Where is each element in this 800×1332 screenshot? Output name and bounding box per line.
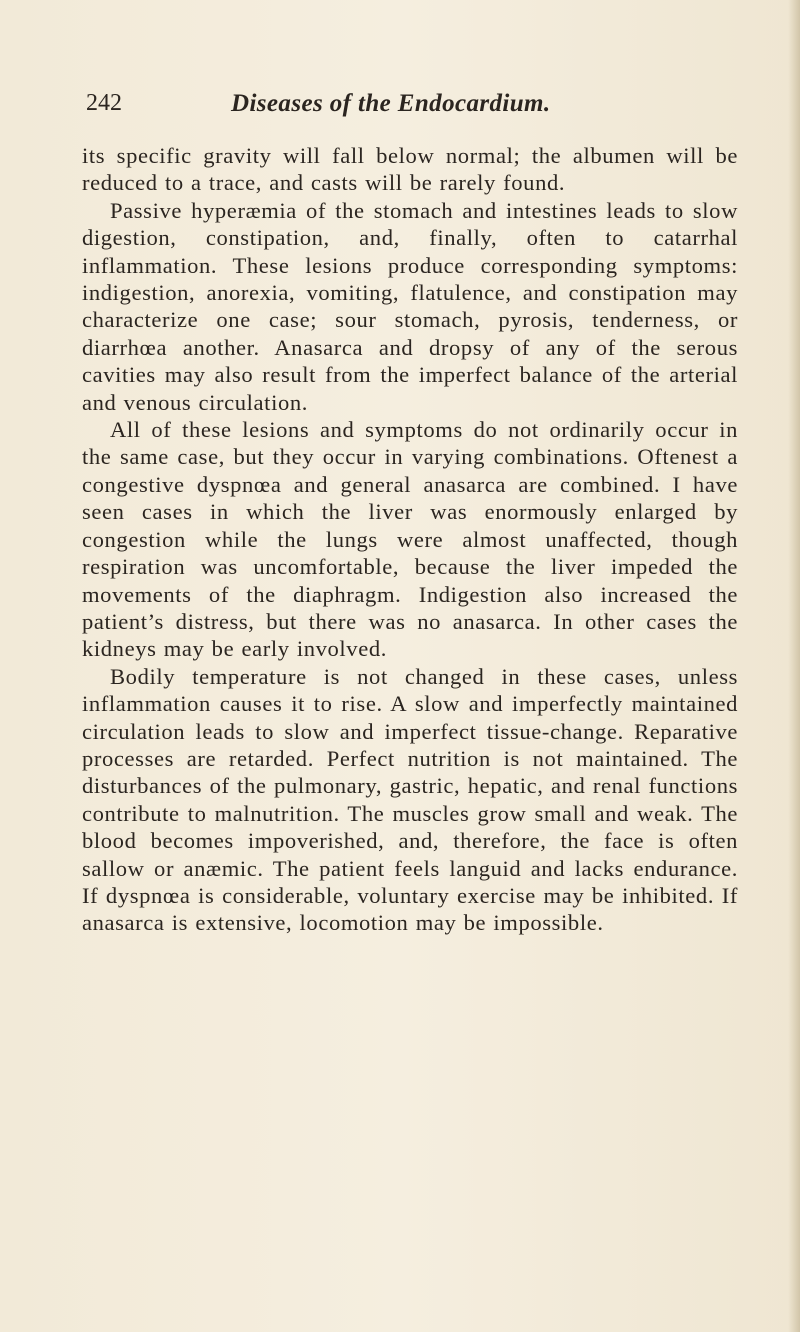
paragraph-2: Passive hyperæmia of the stomach and intestines leads to slow digestion, constipation, and, finally, often to catarrhal inflammation. These lesions produce corresponding symptoms: indigestion, anorexia, vomiting, flatulence, and constipation may characterize one case; sour stomach, pyrosis, tenderness, or diarrhœa another. Anasarca and dropsy of any of the serous cavities may also result from the imperfect balance of the arterial and venous circulation.: [82, 197, 738, 415]
running-head-title: Diseases of the Endocardium.: [231, 90, 551, 117]
paragraph-4: Bodily temperature is not changed in these cases, unless inflammation causes it to rise. A slow and imperfectly maintained circulation leads to slow and imperfect tissue-change. Reparative processes are retarded. Perfect nutrition is not maintained. The disturbances of the pulmonary, gastric, hepatic, and renal functions contribute to malnutrition. The muscles grow small and weak. The blood becomes impoverished, and, therefore, the face is often sallow or anæmic. The patient feels languid and lacks endurance. If dyspnœa is considerable, voluntary exercise may be inhibited. If anasarca is extensive, locomotion may be impossible.: [82, 663, 738, 936]
running-head: [86, 90, 736, 130]
page-edge-shadow: [788, 0, 800, 1332]
paragraph-1: its specific gravity will fall below normal; the albumen will be reduced to a trace, and casts will be rarely found.: [82, 143, 738, 196]
body-text: [82, 142, 738, 937]
page-number: 242: [86, 90, 122, 116]
paragraph-3: All of these lesions and symptoms do not ordinarily occur in the same case, but they occur in varying combinations. Oftenest a congestive dyspnœa and general anasarca are combined. I have seen cases in which the liver was enormously enlarged by congestion while the lungs were almost unaffected, though respiration was uncomfortable, because the liver impeded the movements of the diaphragm. Indigestion also increased the patient’s distress, but there was no anasarca. In other cases the kidneys may be early involved.: [82, 417, 738, 662]
